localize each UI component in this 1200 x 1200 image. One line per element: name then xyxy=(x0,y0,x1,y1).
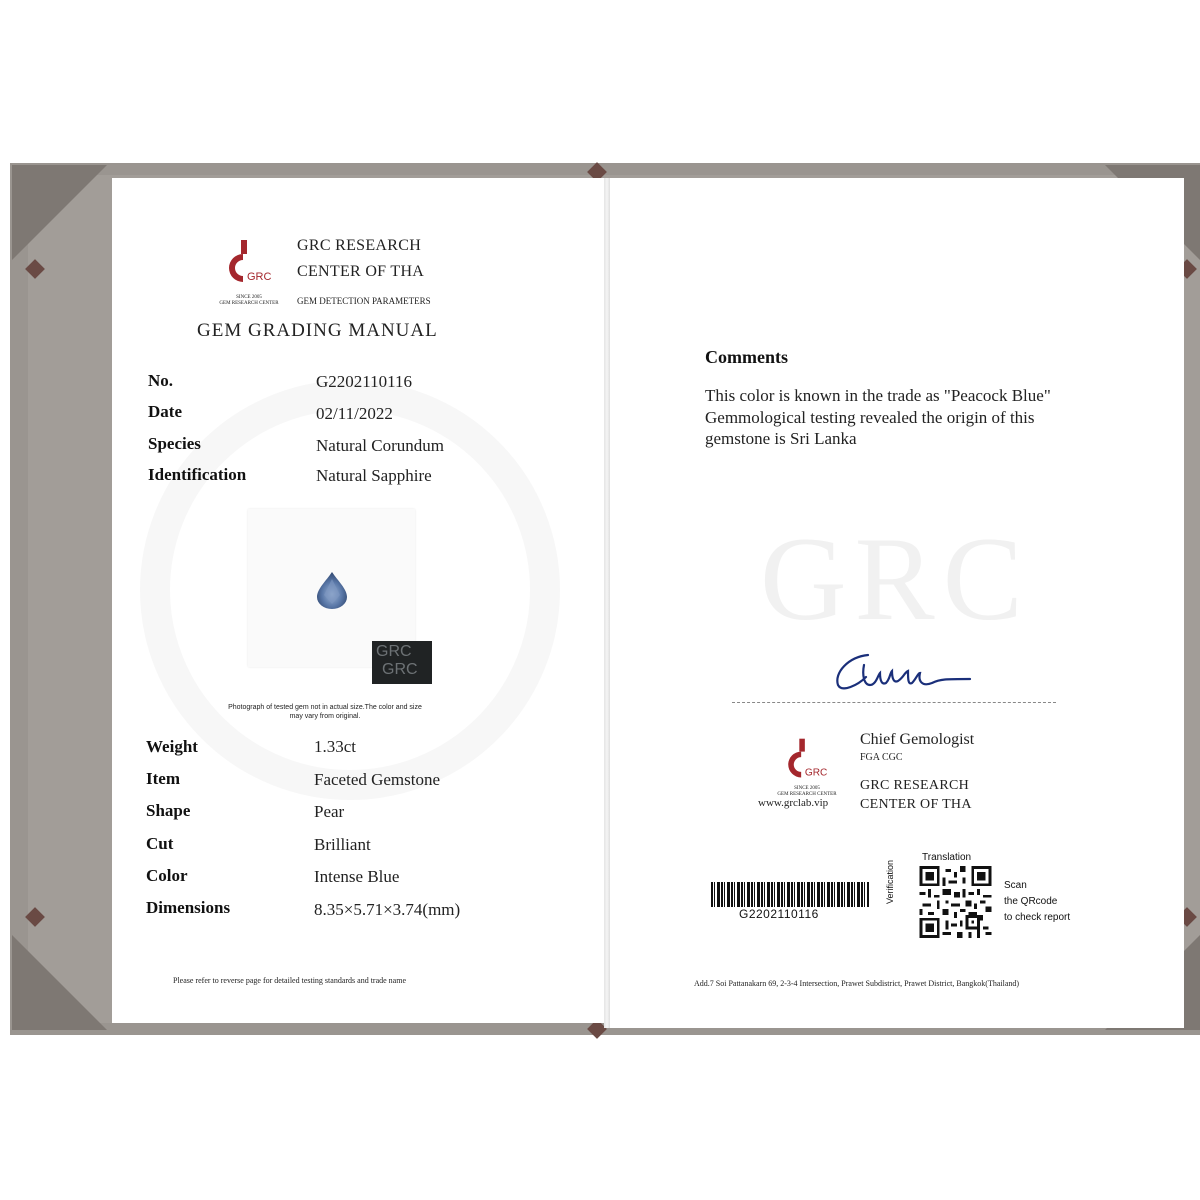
scan-instructions xyxy=(1004,878,1070,926)
report-barcode xyxy=(711,882,869,907)
field-value-species: Natural Corundum xyxy=(316,436,444,455)
page-fold xyxy=(604,178,610,1028)
field-label-identification: Identification xyxy=(148,465,247,484)
field-value-weight: 1.33ct xyxy=(314,737,357,756)
field-label-shape: Shape xyxy=(146,801,191,820)
hologram-security-sticker: GRC GRC xyxy=(372,641,432,684)
comments-title: Comments xyxy=(705,347,788,367)
gem-photo xyxy=(316,571,348,614)
comment-line: Gemmological testing revealed the origin of this xyxy=(705,408,1035,427)
lab-address: Add.7 Soi Pattanakarn 69, 2-3-4 Intersection, Prawet Subdistrict, Prawet District, Bangkok(Thailand) xyxy=(694,979,1020,988)
field-label-dimensions: Dimensions xyxy=(146,898,231,917)
chief-gemologist-title: Chief Gemologist xyxy=(860,731,975,748)
field-value-identification: Natural Sapphire xyxy=(316,466,432,485)
field-label-color: Color xyxy=(146,866,188,885)
brand-subtitle: GEM DETECTION PARAMETERS xyxy=(297,296,431,306)
logo-since: SINCE 2005 xyxy=(794,786,820,791)
barcode-number: G2202110116 xyxy=(739,907,819,921)
brand-name-line2: CENTER OF THA xyxy=(860,797,972,812)
brand-name-line1: GRC RESEARCH xyxy=(297,237,422,254)
scan-line: the QRcode xyxy=(1004,896,1058,907)
field-label-cut: Cut xyxy=(146,834,174,853)
qr-verification-label: Verification xyxy=(885,859,895,905)
field-label-date: Date xyxy=(148,402,182,421)
comment-line: This color is known in the trade as "Peacock Blue" xyxy=(705,386,1051,405)
signature-line xyxy=(732,702,1056,703)
chief-credentials: FGA CGC xyxy=(860,752,903,763)
field-value-shape: Pear xyxy=(314,802,345,821)
scan-line: Scan xyxy=(1004,880,1027,891)
corner-holder-top-left xyxy=(12,165,107,260)
field-label-species: Species xyxy=(148,434,201,453)
photo-caption: Photograph of tested gem not in actual size.The color and size may vary from original. xyxy=(228,704,422,720)
logo-abbr: GRC xyxy=(804,767,827,779)
field-value-date: 02/11/2022 xyxy=(316,404,393,423)
field-label-item: Item xyxy=(146,769,180,788)
field-value-dimensions: 8.35×5.71×3.74(mm) xyxy=(314,900,461,919)
comment-line: gemstone is Sri Lanka xyxy=(705,429,857,448)
field-value-color: Intense Blue xyxy=(314,867,400,886)
chief-gemologist-signature xyxy=(828,645,978,700)
watermark-logo: GRC xyxy=(760,512,1031,645)
field-value-item: Faceted Gemstone xyxy=(314,770,441,789)
left-footer-note: Please refer to reverse page for detailed testing standards and trade name xyxy=(173,976,407,985)
grc-logo xyxy=(219,240,271,284)
brand-name-line2: CENTER OF THA xyxy=(297,263,425,280)
field-value-cut: Brilliant xyxy=(314,835,371,854)
logo-center-name: GEM RESEARCH CENTER xyxy=(777,792,837,797)
logo-center-name: GEM RESEARCH CENTER xyxy=(219,301,279,306)
field-label-weight: Weight xyxy=(146,737,198,756)
qr-translation-label: Translation xyxy=(922,852,972,863)
grc-logo-small xyxy=(779,738,827,780)
field-label-number: No. xyxy=(148,371,174,390)
scan-line: to check report xyxy=(1004,912,1071,923)
verification-qr-code[interactable] xyxy=(919,866,992,938)
logo-since: SINCE 2005 xyxy=(236,295,262,300)
website-url: www.grclab.vip xyxy=(758,797,829,809)
document-title: GEM GRADING MANUAL xyxy=(197,320,438,341)
brand-name-line1: GRC RESEARCH xyxy=(860,778,970,793)
logo-abbr: GRC xyxy=(247,271,271,283)
field-value-number: G2202110116 xyxy=(316,372,413,391)
corner-holder-bottom-left xyxy=(12,935,107,1030)
